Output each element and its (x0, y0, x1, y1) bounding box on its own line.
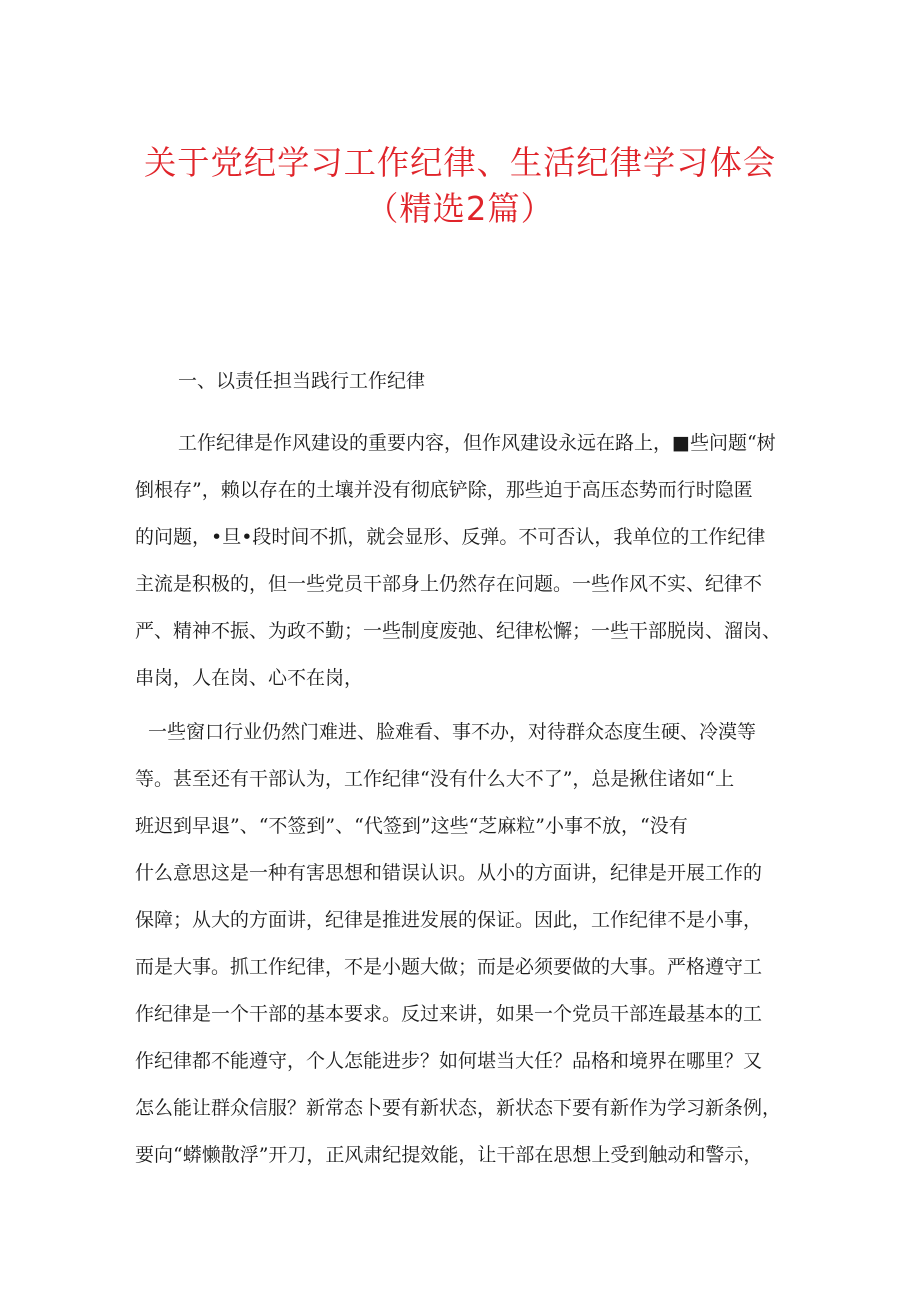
paragraph1-line-3: 的问题，•旦•段时间不抓，就会显形、反弹。不可否认，我单位的工作纪律 (135, 526, 766, 548)
paragraph2-line-6: 而是大事。抓工作纪律，不是小题大做；而是必须要做的大事。严格遵守工 (135, 956, 763, 978)
paragraph1-line-1: 工作纪律是作风建设的重要内容，但作风建设永远在路上，■些问题“树 (178, 432, 776, 454)
paragraph2-line-1: 一些窗口行业仍然门难进、脸难看、事不办，对待群众态度生硬、冷漠等 (148, 721, 757, 743)
paragraph2-line-10: 要向“蟒懒散浮”开刀，正风肃纪提效能，让干部在思想上受到触动和警示， (135, 1144, 763, 1166)
document-title (0, 140, 920, 232)
title-line-2: （精选2篇） (366, 189, 554, 228)
paragraph2-line-5: 保障；从大的方面讲，纪律是推进发展的保证。因此，工作纪律不是小事， (135, 909, 763, 931)
paragraph2-line-9: 怎么能让群众信服？新常态卜要有新状态，新状态下要有新作为学习新条例， (135, 1097, 782, 1119)
paragraph2-line-3: 班迟到早退”、“不签到”、“代签到”这些“芝麻粒”小事不放，“没有 (135, 815, 688, 837)
paragraph1-line-5: 严、精神不振、为政不勤；一些制度废弛、纪律松懈；一些干部脱岗、溜岗、 (135, 620, 782, 642)
section-heading: 一、以责任担当践行工作纪律 (178, 370, 426, 392)
title-line-1: 关于党纪学习工作纪律、生活纪律学习体会 (144, 143, 776, 182)
paragraph1-line-6: 串岗，人在岗、心不在岗， (135, 667, 364, 689)
paragraph1-line-2: 倒根存”，赖以存在的土壤并没有彻底铲除，那些迫于高压态势而行时隐匿 (135, 479, 753, 501)
paragraph1-line-4: 主流是积极的，但一些党员干部身上仍然存在问题。一些作风不实、纪律不 (135, 573, 763, 595)
paragraph2-line-8: 作纪律都不能遵守，个人怎能进步？如何堪当大任？品格和境界在哪里？又 (135, 1050, 763, 1072)
paragraph2-line-2: 等。甚至还有干部认为，工作纪律“没有什么大不了”，总是揪住诸如“上 (135, 768, 735, 790)
paragraph2-line-4: 什么意思这是一种有害思想和错误认识。从小的方面讲，纪律是开展工作的 (135, 862, 763, 884)
paragraph2-line-7: 作纪律是一个干部的基本要求。反过来讲，如果一个党员干部连最基本的工 (135, 1003, 763, 1025)
